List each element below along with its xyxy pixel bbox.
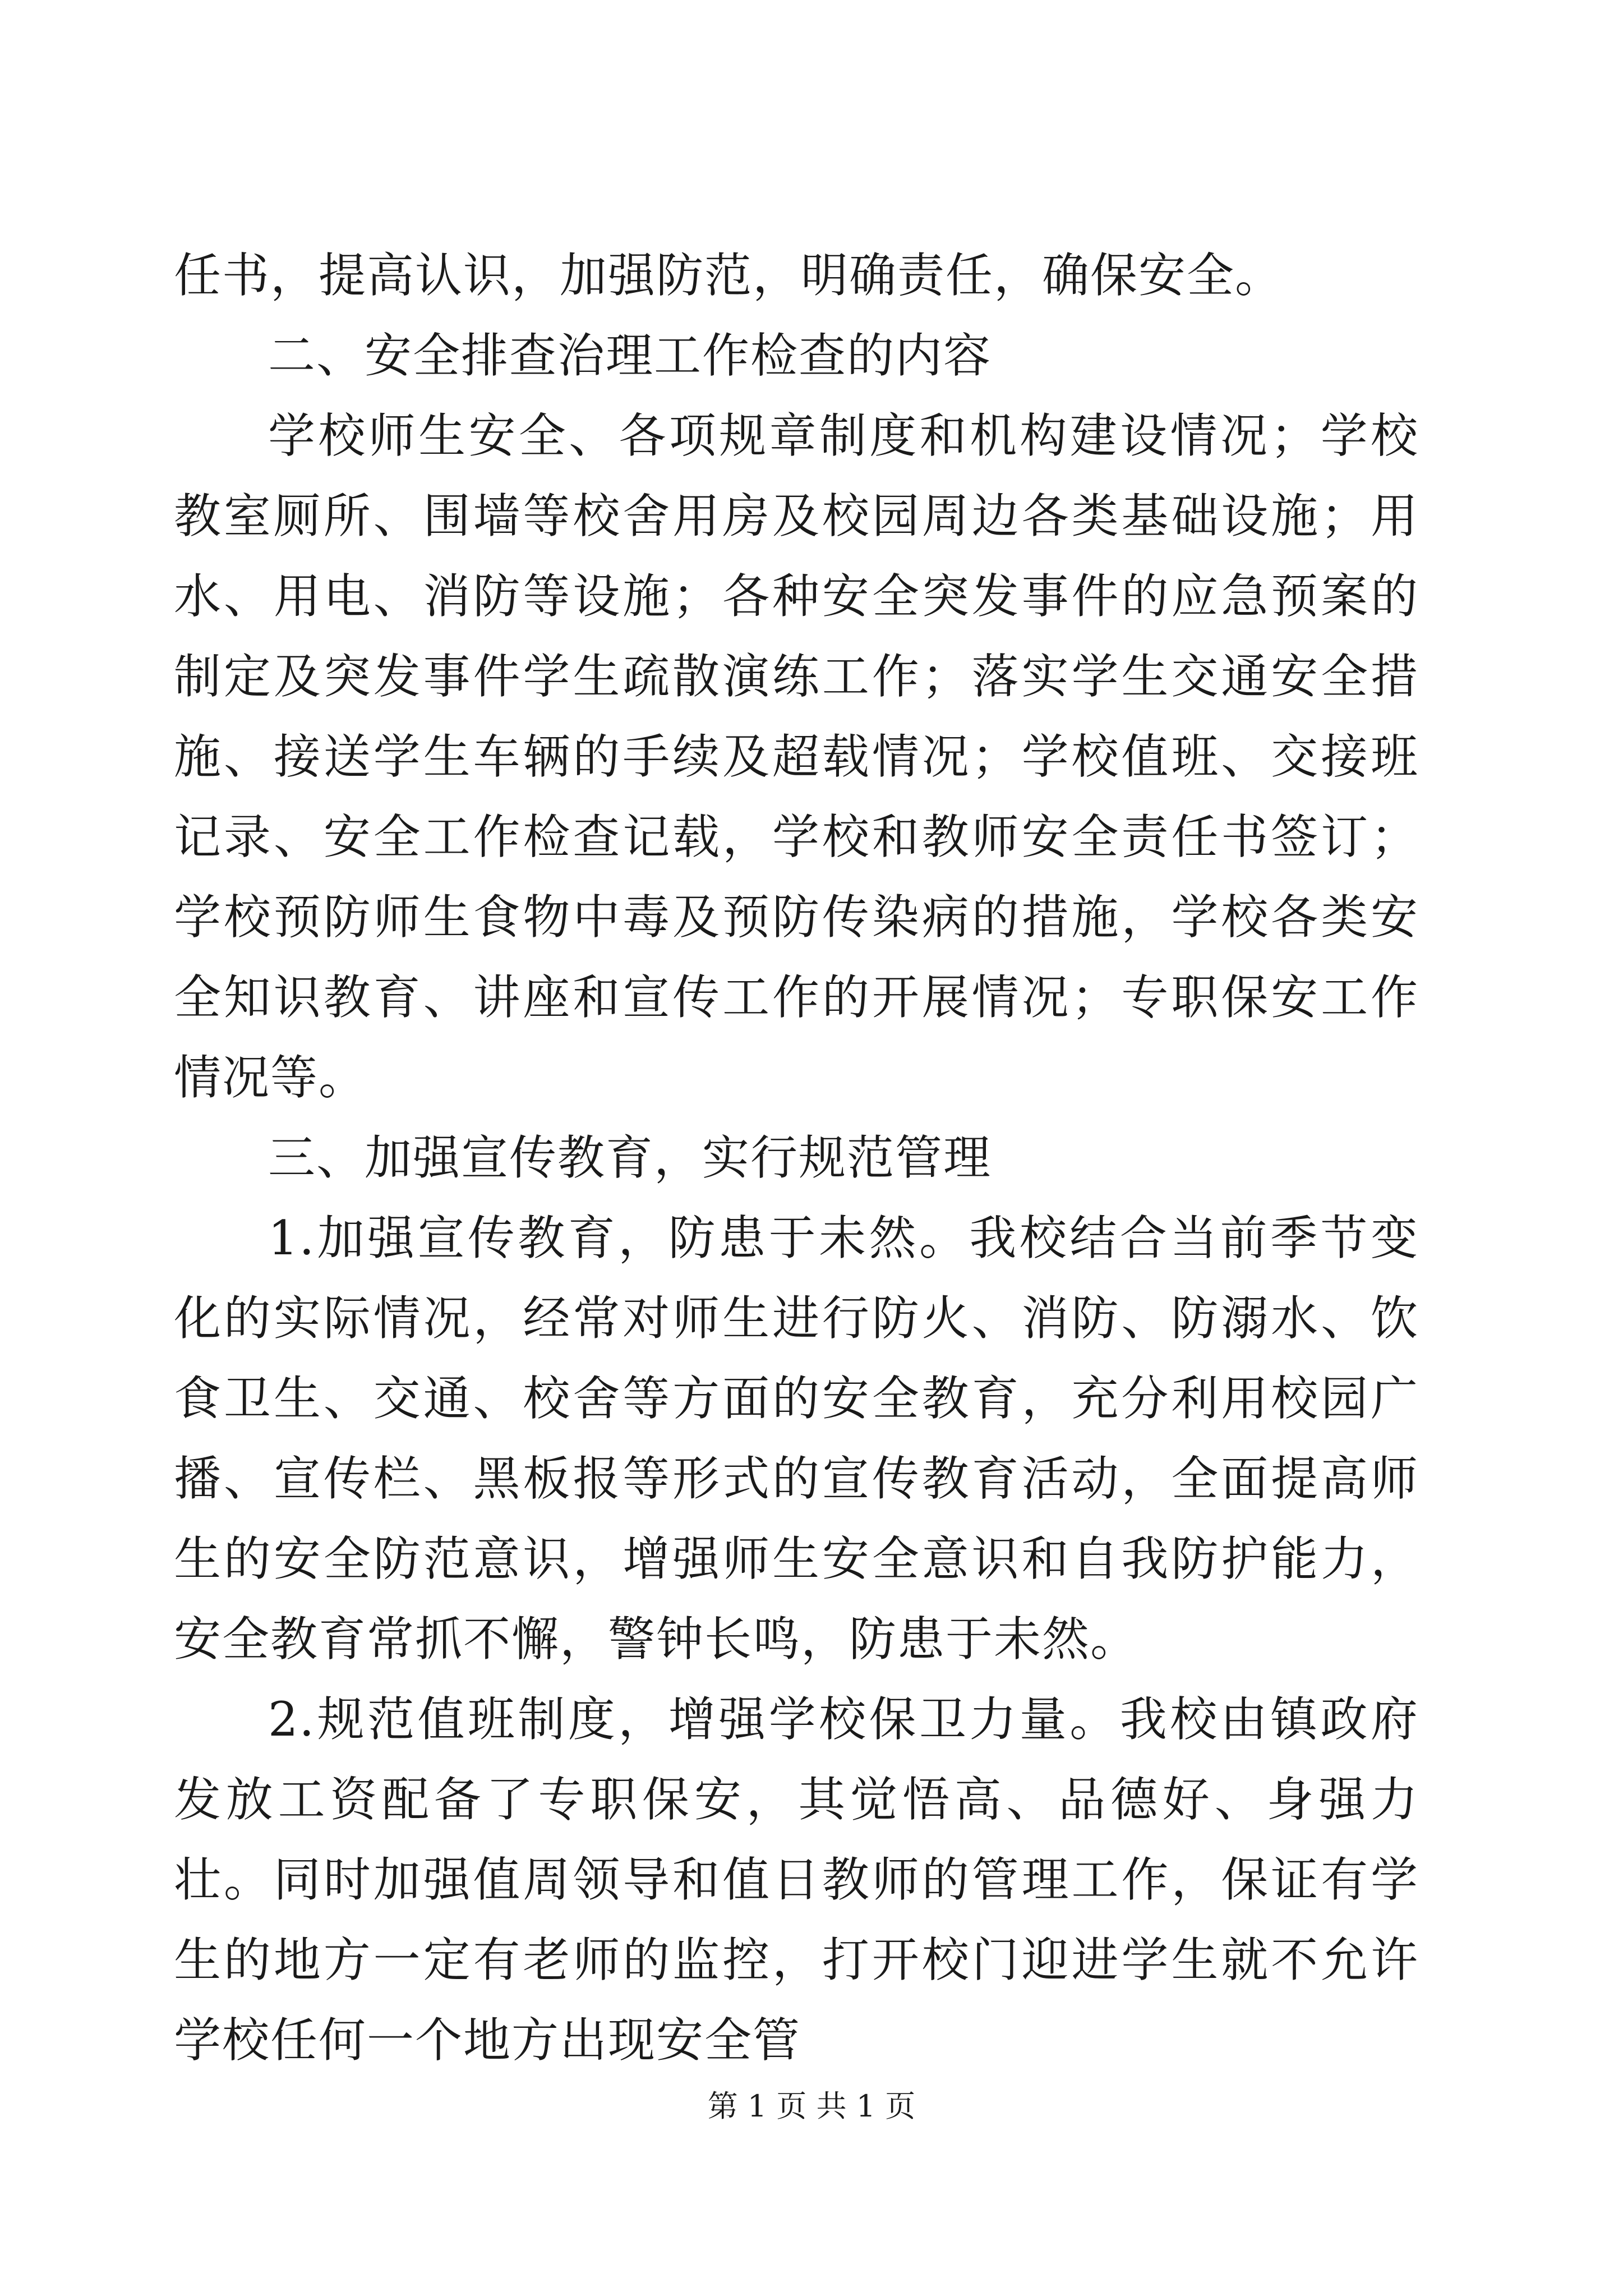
paragraph-continuation: 任书，提高认识，加强防范，明确责任，确保安全。 <box>174 248 1284 303</box>
page-footer: 第 1 页 共 1 页 <box>707 2088 916 2124</box>
document-body <box>174 236 1419 2081</box>
paragraph-item-1: 1.加强宣传教育，防患于未然。我校结合当前季节变化的实际情况，经常对师生进行防火、消防、防溺水、饮食卫生、交通、校舍等方面的安全教育，充分利用校园广播、宣传栏、黑板报等形式的宣传教育活动，全面提高师生的安全防范意识，增强师生安全意识和自我防护能力，安全教育常抓不懈，警钟长鸣，防患于未然。 <box>174 1211 1419 1667</box>
paragraph-inspection-content: 学校师生安全、各项规章制度和机构建设情况；学校教室厕所、围墙等校舍用房及校园周边各类基础设施；用水、用电、消防等设施；各种安全突发事件的应急预案的制定及突发事件学生疏散演练工作；落实学生交通安全措施、接送学生车辆的手续及超载情况；学校值班、交接班记录、安全工作检查记载，学校和教师安全责任书签订；学校预防师生食物中毒及预防传染病的措施，学校各类安全知识教育、讲座和宣传工作的开展情况；专职保安工作情况等。 <box>174 408 1419 1105</box>
section-heading-3: 三、加强宣传教育，实行规范管理 <box>268 1130 992 1185</box>
paragraph-item-2: 2.规范值班制度，增强学校保卫力量。我校由镇政府发放工资配备了专职保安，其觉悟高、品德好、身强力壮。同时加强值周领导和值日教师的管理工作，保证有学生的地方一定有老师的监控，打开校门迎进学生就不允许学校任何一个地方出现安全管 <box>174 1692 1419 2068</box>
section-heading-2: 二、安全排查治理工作检查的内容 <box>268 328 992 383</box>
